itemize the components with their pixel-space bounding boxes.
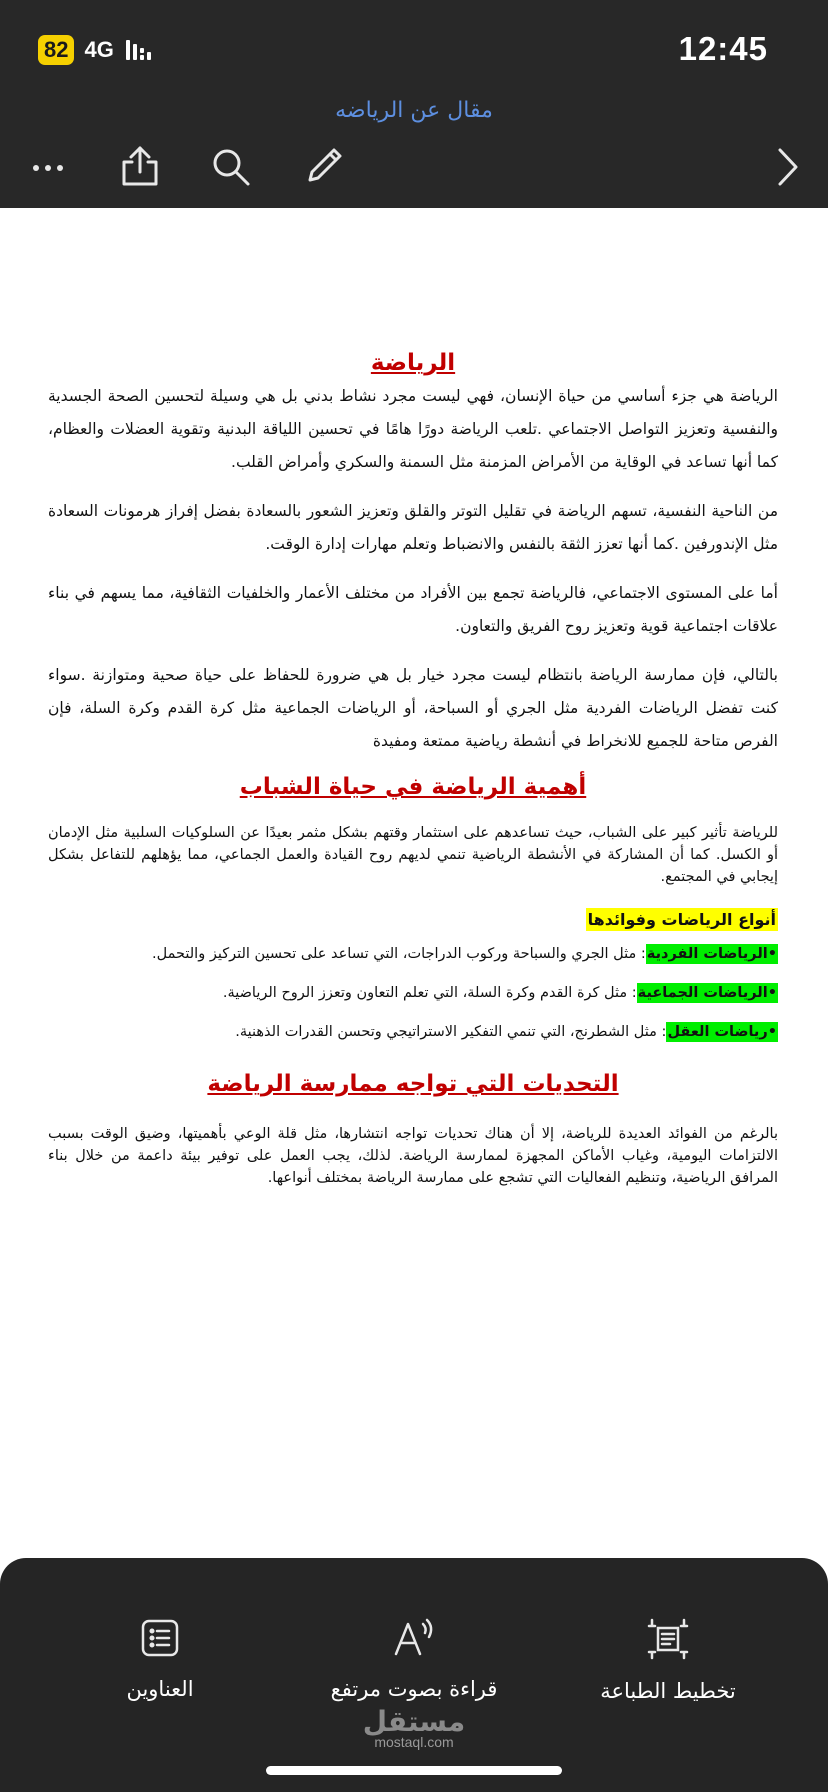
paragraph-psychological: من الناحية النفسية، تسهم الرياضة في تقليل التوتر والقلق وتعزيز الشعور بالسعادة بفضل إفراز هرمونات السعادة مثل الإندورفين .كما أنها تعزز الثقة بالنفس والانضباط وتعلم مهارات إدارة الوقت. <box>48 502 778 553</box>
print-layout-label: تخطيط الطباعة <box>600 1679 736 1703</box>
home-indicator[interactable] <box>266 1766 562 1775</box>
watermark <box>0 1705 828 1750</box>
document-content <box>48 350 778 1205</box>
youth-heading: أهمية الرياضة في حياة الشباب <box>239 774 587 800</box>
bottom-action-panel <box>0 1558 828 1792</box>
watermark-site: mostaql.com <box>374 1734 454 1750</box>
read-aloud-icon <box>392 1618 436 1658</box>
paragraph-conclusion: بالتالي، فإن ممارسة الرياضة بانتظام ليست مجرد خيار بل هي ضرورة للحفاظ على حياة صحية ومتوازنة .سواء كنت تفضل الرياضات الفردية مثل الجري أو السباحة، أو الرياضات الجماعية مثل كرة القدم وكرة السلة، فإن الفرص متاحة للجميع للانخراط في أنشطة رياضية ممتعة ومفيدة <box>48 666 778 750</box>
paragraph-social: أما على المستوى الاجتماعي، فالرياضة تجمع بين الأفراد من مختلف الأعمار والخلفيات الثقافية، مما يسهم في بناء علاقات اجتماعية قوية وتعزيز روح الفريق والتعاون. <box>48 584 778 635</box>
list-item-label: •الرياضات الفردية <box>646 946 777 962</box>
document-page[interactable] <box>0 208 828 1558</box>
status-bar-left <box>38 35 156 65</box>
paragraph-intro: الرياضة هي جزء أساسي من حياة الإنسان، فهي ليست مجرد نشاط بدني بل هي وسيلة لتحسين الصحة الجسدية والنفسية وتعزيز التواصل الاجتماعي .تلعب الرياضة دورًا هامًا في تحسين اللياقة البدنية وتقوية العضلات والعظام، كما أنها تساعد في الوقاية من الأمراض المزمنة مثل السمنة والسكري وأمراض القلب. <box>48 387 778 471</box>
list-item <box>48 1021 778 1043</box>
print-layout-button[interactable] <box>548 1618 788 1706</box>
network-type: 4G <box>84 37 114 62</box>
print-layout-icon <box>647 1618 689 1660</box>
list-icon <box>140 1618 180 1658</box>
read-aloud-label: قراءة بصوت مرتفع <box>330 1677 498 1701</box>
status-time: 12:45 <box>678 30 768 67</box>
list-item-text: : مثل الشطرنج، التي تنمي التفكير الاستراتيجي وتحسن القدرات الذهنية. <box>235 1024 667 1040</box>
more-icon[interactable] <box>30 150 66 190</box>
document-title: الرياضة <box>370 350 456 376</box>
chevron-right-icon[interactable] <box>772 146 802 192</box>
list-item <box>48 982 778 1004</box>
list-item <box>48 943 778 965</box>
battery-indicator: 82 <box>38 35 74 65</box>
share-icon[interactable] <box>118 144 162 192</box>
paragraph-youth: للرياضة تأثير كبير على الشباب، حيث تساعدهم على استثمار وقتهم بشكل مثمر بعيدًا عن السلوكيات السلبية مثل الإدمان أو الكسل. كما أن المشاركة في الأنشطة الرياضية تنمي لديهم روح القيادة والعمل الجماعي، مما يؤهلهم للتفاعل بشكل إيجابي في المجتمع. <box>48 825 778 885</box>
watermark-logo: مستقل <box>362 1705 466 1738</box>
list-item-text: : مثل الجري والسباحة وركوب الدراجات، التي تساعد على تحسين التركيز والتحمل. <box>152 946 646 962</box>
challenges-heading: التحديات التي تواجه ممارسة الرياضة <box>207 1071 619 1097</box>
list-item-label: •رياضات العقل <box>667 1024 777 1040</box>
list-item-text: : مثل كرة القدم وكرة السلة، التي تعلم التعاون وتعزز الروح الرياضية. <box>222 985 637 1001</box>
list-item-label: •الرياضات الجماعية <box>637 985 777 1001</box>
pencil-icon[interactable] <box>302 144 346 192</box>
signal-icon <box>124 38 156 62</box>
paragraph-challenges: بالرغم من الفوائد العديدة للرياضة، إلا أن هناك تحديات تواجه انتشارها، مثل قلة الوعي بأهميتها، وضيق الوقت بسبب الالتزامات اليومية، وغياب الأماكن المجهزة لممارسة الرياضة. لذلك، يجب العمل على توفير بيئة داعمة من خلال بناء المرافق الرياضية، وتنظيم الفعاليات التي تشجع على ممارسة الرياضة بمختلف أنواعها. <box>48 1126 778 1186</box>
search-icon[interactable] <box>210 146 252 192</box>
top-bar <box>0 0 828 208</box>
read-aloud-button[interactable] <box>294 1618 534 1704</box>
document-title-bar[interactable]: مقال عن الرياضه <box>335 98 493 123</box>
headings-label: العناوين <box>126 1677 194 1701</box>
headings-button[interactable] <box>40 1618 280 1704</box>
sport-types-heading: أنواع الرياضات وفوائدها <box>587 910 776 929</box>
